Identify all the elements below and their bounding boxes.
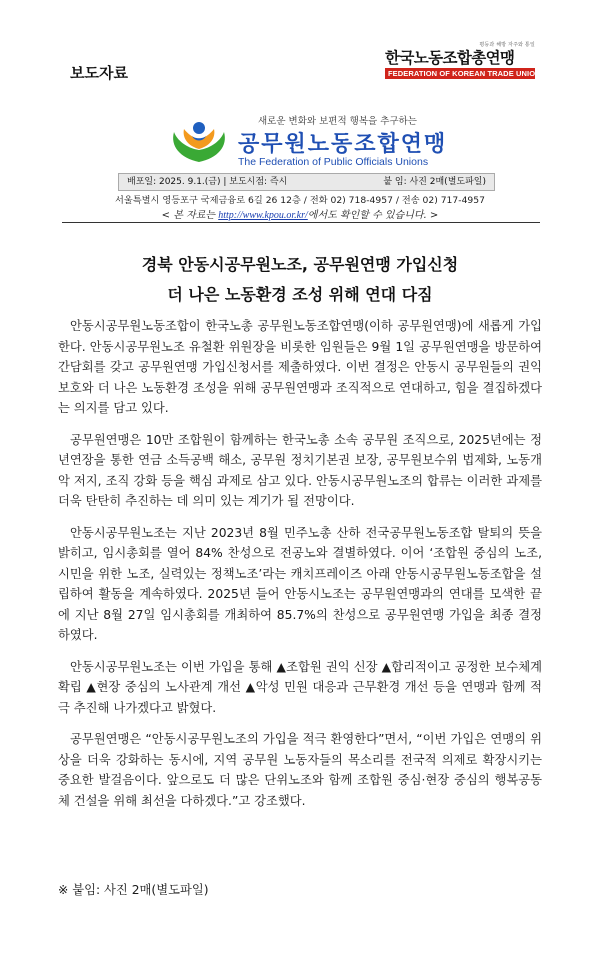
headline-line-2: 더 나은 노동환경 조성 위해 연대 다짐 [167, 285, 433, 304]
info-bar [118, 173, 495, 191]
contact-address: 서울특별시 영등포구 국제금융로 6길 26 12층 / 전화 02) 718-4957 / 전송 02) 717-4957 [115, 195, 485, 206]
press-release-label: 보도자료 [70, 64, 128, 82]
paragraph-2: 공무원연맹은 10만 조합원이 함께하는 한국노총 소속 공무원 조직으로, 2025년에는 정년연장을 통한 연금 소득공백 해소, 공무원 정치기본권 보장, 공무원보수위 법제화, 노동개악 저지, 조직 강화 등을 핵심 과제로 삼고 있다. 안동시공무원노조의 합류는 이러한 과제를 더욱 탄탄히 추진하는 데 의미 있는 계기가 될 전망이다. [58, 432, 542, 508]
website-link[interactable]: http://www.kpou.or.kr/ [218, 210, 308, 221]
org-name-en: The Federation of Public Officials Unions [238, 156, 429, 168]
header-divider [62, 222, 540, 223]
org-slogan: 새로운 변화와 보편적 행복을 추구하는 [258, 116, 417, 127]
article-body [58, 316, 542, 822]
headline-line-1: 경북 안동시공무원노조, 공무원연맹 가입신청 [141, 255, 459, 274]
website-suffix: 에서도 확인할 수 있습니다. > [307, 210, 439, 221]
kctu-logo [385, 42, 546, 79]
kctu-name-en: FEDERATION OF KOREAN TRADE UNIONS [385, 68, 535, 79]
website-notice [0, 206, 600, 221]
paragraph-1: 안동시공무원노동조합이 한국노총 공무원노동조합연맹(이하 공무원연맹)에 새롭게 가입한다. 안동시공무원노조 유철환 위원장을 비롯한 임원들은 9월 1일 공무원연맹을 방문하여 간담회를 갖고 공무원연맹 가입신청서를 제출하였다. 이번 결정은 안동시 공무원들의 권익 보호와 더 나은 노동환경 조성을 위해 공무원연맹과 조직적으로 연대하고, 힘을 결집하겠다는 의지를 담고 있다. [58, 319, 542, 415]
kctu-name-ko: 한국노동조합총연맹 [385, 49, 515, 67]
attachment-info: 붙 임: 사진 2매(별도파일) [383, 177, 486, 187]
attachment-note: ※ 붙임: 사진 2매(별도파일) [58, 883, 209, 897]
release-date-info: 배포일: 2025. 9.1.(금) | 보도시점: 즉시 [127, 177, 288, 187]
masthead [0, 110, 600, 170]
kctu-slogan: 평등과 해방 자주와 통일 [479, 42, 535, 48]
paragraph-4: 안동시공무원노조는 이번 가입을 통해 ▲조합원 권익 신장 ▲합리적이고 공정한 보수체계 확립 ▲현장 중심의 노사관계 개선 ▲악성 민원 대응과 근무환경 개선 등을 연맹과 함께 적극 추진해 나가겠다고 밝혔다. [58, 659, 542, 715]
website-prefix: < 본 자료는 [161, 210, 219, 221]
org-name-ko: 공무원노동조합연맹 [238, 132, 448, 157]
paragraph-5: 공무원연맹은 “안동시공무원노조의 가입을 적극 환영한다”면서, “이번 가입은 연맹의 위상을 더욱 강화하는 동시에, 지역 공무원 노동자들의 목소리를 전국적 의제로 확장시키는 중요한 발걸음이다. 앞으로도 더 많은 단위노조와 함께 조합원 중심·현장 중심의 행복공동체 건설을 위해 최선을 다하겠다.”고 강조했다. [58, 732, 542, 808]
paragraph-3: 안동시공무원노조는 지난 2023년 8월 민주노총 산하 전국공무원노동조합 탈퇴의 뜻을 밝히고, 임시총회를 열어 84% 찬성으로 전공노와 결별하였다. 이어 ‘조합원 중심의 노조, 시민을 위한 노조, 실력있는 정책노조’라는 캐치프레이즈 아래 안동시공무원노동조합을 설립하여 활동을 계속하였다. 2025년 들어 안동시노조는 공무원연맹과의 연대를 모색한 끝에 지난 8월 27일 임시총회를 개최하여 85.7%의 찬성으로 공무원연맹 가입을 최종 결정하였다. [58, 525, 542, 642]
fpou-logo-icon [168, 118, 230, 168]
